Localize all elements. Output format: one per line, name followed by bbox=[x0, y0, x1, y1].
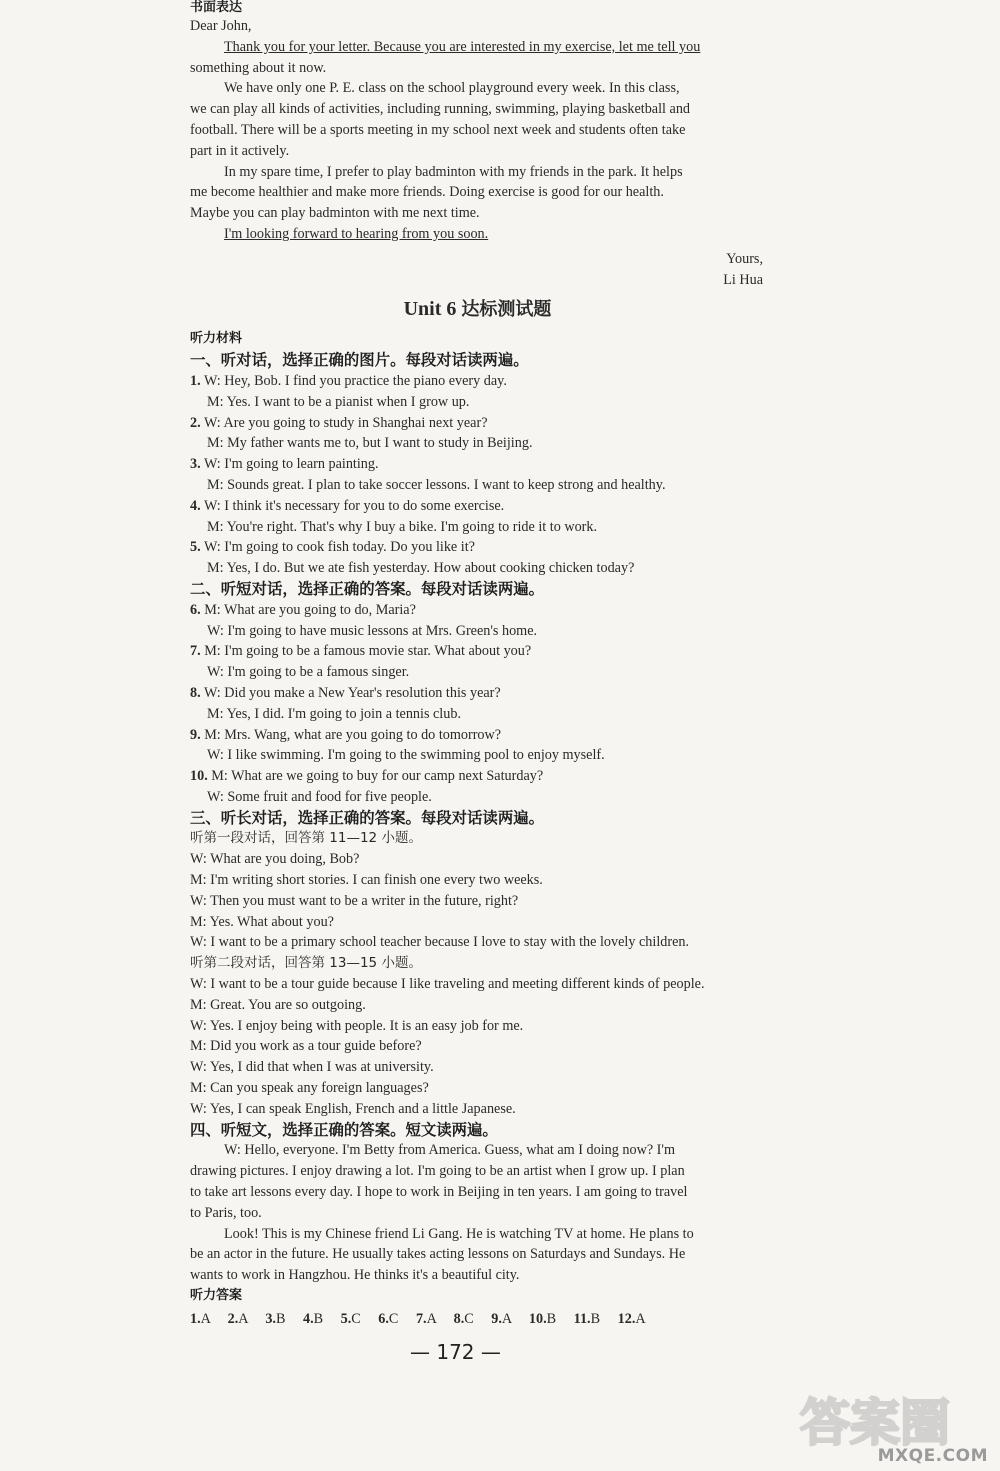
dialogue-text: W: I think it's necessary for you to do some exercise. bbox=[203, 497, 505, 514]
letter-line: In my spare time, I prefer to play badminton with my friends in the park. It helps bbox=[224, 163, 683, 180]
page-title bbox=[190, 292, 765, 327]
section-heading-3: 三、听长对话，选择正确的答案。每段对话读两遍。 bbox=[190, 808, 544, 827]
dialogue-line: M: Yes. What about you? bbox=[190, 913, 334, 930]
part1-list bbox=[190, 371, 765, 579]
dialogue-line: M: Can you speak any foreign languages? bbox=[190, 1080, 429, 1097]
dialogue-line: W: Yes, I can speak English, French and a little Japanese. bbox=[190, 1100, 516, 1117]
letter-line: Thank you for your letter. Because you are interested in my exercise, let me tell you bbox=[224, 38, 701, 55]
answer-value: A bbox=[635, 1310, 646, 1327]
dialogue-line: M: Yes, I did. I'm going to join a tennis club. bbox=[207, 705, 461, 722]
answer-value: A bbox=[501, 1310, 512, 1327]
dialogue-line bbox=[190, 413, 765, 434]
title-text: 达标测试题 bbox=[461, 299, 552, 321]
dialogue-text: M: Mrs. Wang, what are you going to do tomorrow? bbox=[204, 726, 502, 743]
dialogue-text: W: I'm going to cook fish today. Do you like it? bbox=[203, 539, 475, 556]
item-number: 5. bbox=[190, 539, 201, 556]
answer-number: 11. bbox=[573, 1310, 591, 1327]
dialogue-line bbox=[190, 725, 765, 746]
item-number: 3. bbox=[190, 456, 201, 473]
answer-number: 3. bbox=[265, 1310, 276, 1327]
item-number: 6. bbox=[190, 601, 201, 618]
passage-line: Look! This is my Chinese friend Li Gang. He is watching TV at home. He plans to bbox=[224, 1225, 694, 1242]
dialogue-line: W: I'm going to have music lessons at Mrs. Green's home. bbox=[207, 622, 538, 639]
answer-number: 1. bbox=[190, 1310, 201, 1327]
watermark-text: MXQE.COM bbox=[877, 1446, 988, 1466]
dialogue-line: W: Yes, I did that when I was at university. bbox=[190, 1059, 434, 1076]
dialogue-line: W: Then you must want to be a writer in the future, right? bbox=[190, 892, 519, 909]
dialogue-text: W: Hey, Bob. I find you practice the piano every day. bbox=[203, 372, 507, 389]
item-number: 2. bbox=[190, 414, 201, 431]
section-header-writing: 书面表达 bbox=[190, 0, 243, 15]
passage-line: to Paris, too. bbox=[190, 1204, 262, 1221]
watermark-logo-text: 答案圈 bbox=[800, 1394, 950, 1452]
listening-material-label: 听力材料 bbox=[190, 331, 243, 347]
dialogue-text: M: I'm going to be a famous movie star. What about you? bbox=[204, 643, 532, 660]
dialogue-line bbox=[190, 641, 765, 662]
answer-value: B bbox=[546, 1310, 557, 1327]
answer-value: C bbox=[464, 1310, 474, 1327]
dialogue-line: M: Yes, I do. But we ate fish yesterday. How about cooking chicken today? bbox=[207, 560, 635, 577]
dialogue-line bbox=[190, 683, 765, 704]
section-heading-4: 四、听短文，选择正确的答案。短文读两遍。 bbox=[190, 1120, 498, 1139]
letter-signature: Li Hua bbox=[723, 271, 763, 288]
answer-value: B bbox=[313, 1310, 324, 1327]
letter-line: Maybe you can play badminton with me next time. bbox=[190, 205, 480, 222]
answer-number: 2. bbox=[227, 1310, 239, 1327]
passage-line: drawing pictures. I enjoy drawing a lot. I'm going to be an artist when I grow up. I plan bbox=[190, 1163, 685, 1180]
answer-value: C bbox=[351, 1310, 361, 1327]
letter-line: football. There will be a sports meeting in my school next week and students often take bbox=[190, 121, 686, 138]
dialogue-text: W: I'm going to learn painting. bbox=[203, 456, 379, 473]
dialogue-line: M: My father wants me to, but I want to study in Beijing. bbox=[207, 435, 533, 452]
part2-list bbox=[190, 600, 765, 808]
dialogue-line: W: Yes. I enjoy being with people. It is an easy job for me. bbox=[190, 1017, 524, 1034]
passage-line: be an actor in the future. He usually takes acting lessons on Saturdays and Sundays. He bbox=[190, 1246, 686, 1263]
dialogue-line: M: Did you work as a tour guide before? bbox=[190, 1038, 422, 1055]
dialogue-text: M: What are we going to buy for our camp next Saturday? bbox=[211, 768, 544, 785]
dialogue-text: M: What are you going to do, Maria? bbox=[204, 601, 416, 618]
dialogue-intro: 听第一段对话，回答第 11—12 小题。 bbox=[190, 830, 422, 847]
letter-closing: Yours, bbox=[726, 250, 763, 267]
letter-line: We have only one P. E. class on the school playground every week. In this class, bbox=[224, 80, 680, 97]
letter-line: I'm looking forward to hearing from you soon. bbox=[224, 225, 489, 242]
dialogue-line bbox=[190, 600, 765, 621]
dialogue-line: W: I want to be a tour guide because I like traveling and meeting different kinds of people. bbox=[190, 976, 705, 993]
dialogue-line: M: I'm writing short stories. I can finish one every two weeks. bbox=[190, 872, 543, 889]
dialogue-line: W: I want to be a primary school teacher because I love to stay with the lovely children. bbox=[190, 934, 690, 951]
dialogue-line bbox=[190, 496, 765, 517]
item-number: 1. bbox=[190, 372, 201, 389]
answer-value: A bbox=[200, 1310, 211, 1327]
letter-line: something about it now. bbox=[190, 59, 327, 76]
answer-number: 6. bbox=[378, 1310, 389, 1327]
dialogue-text: W: Did you make a New Year's resolution this year? bbox=[203, 684, 501, 701]
dialogue-line: M: Great. You are so outgoing. bbox=[190, 996, 366, 1013]
answer-number: 9. bbox=[491, 1310, 502, 1327]
item-number: 7. bbox=[190, 643, 201, 660]
answer-number: 12. bbox=[617, 1310, 636, 1327]
dialogue-line: W: What are you doing, Bob? bbox=[190, 851, 360, 868]
item-number: 8. bbox=[190, 684, 201, 701]
passage-line: to take art lessons every day. I hope to work in Beijing in ten years. I am going to travel bbox=[190, 1184, 688, 1201]
dialogue-line: M: You're right. That's why I buy a bike. I'm going to ride it to work. bbox=[207, 518, 598, 535]
passage-line: W: Hello, everyone. I'm Betty from America. Guess, what am I doing now? I'm bbox=[224, 1142, 675, 1159]
part3-list bbox=[190, 828, 765, 1119]
dialogue-line bbox=[190, 371, 765, 392]
answer-number: 8. bbox=[453, 1310, 465, 1327]
document-page bbox=[190, 0, 765, 1331]
answer-number: 5. bbox=[340, 1310, 352, 1327]
answer-value: B bbox=[590, 1310, 601, 1327]
answer-number: 4. bbox=[302, 1310, 314, 1327]
item-number: 9. bbox=[190, 726, 201, 743]
answer-value: B bbox=[275, 1310, 286, 1327]
section-heading-2: 二、听短对话，选择正确的答案。每段对话读两遍。 bbox=[190, 579, 544, 598]
dialogue-line: W: I'm going to be a famous singer. bbox=[207, 664, 410, 681]
dialogue-intro: 听第二段对话，回答第 13—15 小题。 bbox=[190, 955, 422, 972]
page-number: — 172 — bbox=[410, 1340, 501, 1364]
answer-number: 7. bbox=[415, 1310, 427, 1327]
dialogue-line: W: Some fruit and food for five people. bbox=[207, 788, 432, 805]
section-heading-1: 一、听对话，选择正确的图片。每段对话读两遍。 bbox=[190, 351, 529, 370]
answer-value: A bbox=[238, 1310, 248, 1327]
part4-passage bbox=[190, 1140, 765, 1286]
dialogue-line: M: Yes. I want to be a pianist when I grow up. bbox=[207, 393, 470, 410]
dialogue-line bbox=[190, 766, 765, 787]
letter-greeting: Dear John, bbox=[190, 18, 252, 34]
dialogue-line bbox=[190, 454, 765, 475]
item-number: 10. bbox=[190, 768, 208, 785]
answer-number: 10. bbox=[528, 1310, 547, 1327]
dialogue-line bbox=[190, 537, 765, 558]
item-number: 4. bbox=[190, 497, 201, 514]
letter-line: me become healthier and make more friends. Doing exercise is good for our health. bbox=[190, 184, 664, 201]
passage-line: wants to work in Hangzhou. He thinks it's a beautiful city. bbox=[190, 1267, 520, 1284]
answer-value: A bbox=[426, 1310, 437, 1327]
letter-line: we can play all kinds of activities, including running, swimming, playing basketball and bbox=[190, 101, 691, 118]
title-unit: Unit 6 bbox=[403, 298, 457, 321]
letter-line: part in it actively. bbox=[190, 142, 290, 159]
dialogue-line: M: Sounds great. I plan to take soccer lessons. I want to keep strong and healthy. bbox=[207, 476, 666, 493]
answer-value: C bbox=[388, 1310, 399, 1327]
answers-label: 听力答案 bbox=[190, 1288, 243, 1304]
dialogue-text: W: Are you going to study in Shanghai next year? bbox=[203, 414, 488, 431]
answers-row bbox=[190, 1307, 765, 1331]
dialogue-line: W: I like swimming. I'm going to the swimming pool to enjoy myself. bbox=[207, 747, 605, 764]
